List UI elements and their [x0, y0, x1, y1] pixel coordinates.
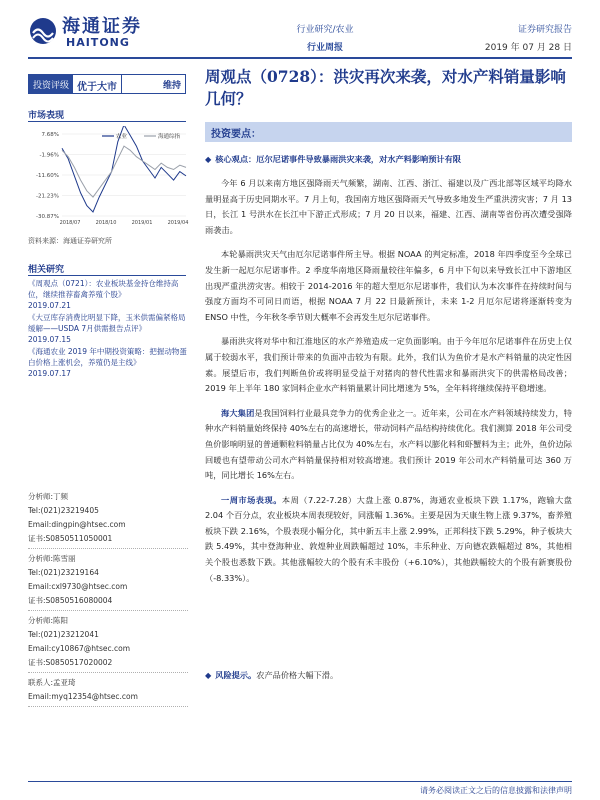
analyst-email[interactable]: Email:dingpin@htsec.com — [28, 520, 126, 529]
analyst-cert: 证书:S0850516080004 — [28, 596, 113, 605]
rating-label: 投资评级 — [29, 75, 73, 93]
haitong-emblem-icon — [28, 16, 58, 46]
key-points-header: 投资要点： — [205, 122, 572, 142]
analyst-email[interactable]: Email:cxl9730@htsec.com — [28, 582, 128, 591]
body-text — [205, 176, 572, 595]
core-view-bullet — [205, 152, 572, 166]
bullet-diamond-icon: ◆ — [205, 670, 212, 680]
footer-divider — [28, 781, 572, 782]
weekly-market-text: 本周（7.22-7.28）大盘上涨 0.87%，海通农业板块下跌 1.17%，跑输大盘 2.04 个百分点，农业板块本周表现较好，同涨幅 1.36%。主要是因为天康生物上涨 9.37%，畜养殖板块下跌 2.16%，个股表现小幅分化，其中新五丰上涨 2.99%，正邦科技下跌 5.29%，种子板块大跌 5.49%，其中登海种业、敦煌种业周跌幅超过 10%，丰乐种业、万向德农跌幅超过 8%，其他相关个股也悉数下跌。其他涨幅较大的个股有禾丰股份（+6.10%），其他跌幅较大的个股有新赛股份（-8.33%）。 — [205, 494, 572, 583]
x-tick-label: 2018/10 — [95, 220, 117, 226]
analyst-tel: Tel:(021)23212041 — [28, 630, 99, 639]
analyst-card — [28, 490, 188, 549]
related-section-rule — [28, 275, 186, 276]
analyst-tel: Tel:(021)23219164 — [28, 568, 99, 577]
paragraph-haida — [205, 406, 572, 484]
risk-label: 风险提示。 — [215, 670, 257, 680]
legend-label: 海通综指 — [158, 134, 181, 140]
market-performance-chart — [28, 126, 190, 230]
weekly-market-lead: 一周市场表现。 — [221, 494, 282, 505]
paragraph-weekly-market — [205, 493, 572, 587]
analyst-tel: Tel:(021)23219405 — [28, 506, 99, 515]
analyst-card — [28, 614, 188, 673]
related-report-item[interactable]: 《大豆库存消费比明显下降，玉米供需偏紧格局缓解——USDA 7月供需报告点评》 2019.07.15 — [28, 313, 186, 344]
contact-email[interactable]: Email:myq12354@htsec.com — [28, 692, 138, 701]
related-reports-list — [28, 278, 188, 380]
analyst-email[interactable]: Email:cy10867@htsec.com — [28, 644, 130, 653]
logo-text-cn: 海通证券 — [62, 16, 142, 37]
analyst-cert: 证书:S0850517020002 — [28, 658, 113, 667]
analyst-cert: 证书:S0850511050001 — [28, 534, 113, 543]
analyst-name: 分析师:陈雪丽 — [28, 554, 76, 563]
analyst-contacts — [28, 490, 188, 710]
contact-card — [28, 676, 188, 707]
y-tick-label: 7.68% — [41, 132, 59, 138]
report-category: 行业研究/农业 — [296, 25, 354, 35]
related-section-title: 相关研究 — [28, 265, 65, 275]
core-view-text: 厄尔尼诺事件导致暴雨洪灾来袭，对水产料影响预计有限 — [256, 154, 461, 164]
paragraph-aquafeed: 暴雨洪灾将对华中和江淮地区的水产养殖造成一定负面影响。由于今年厄尔尼诺事件在历史上仅属于较弱水平，我们预计带来的负面冲击较为有限。此外，我们认为鱼价才是水产料销量的决定性因素。展望后市，我们判断鱼价或将明显受益于对猪肉的替代性需求和暴雨洪灾下的供需格局改善；2019 年上半年 180 家饲料企业水产料销量累计同比增速为 5%，全年料将继续保持平稳增速。 — [205, 336, 572, 394]
haitong-logo — [28, 12, 168, 56]
x-tick-label: 2018/07 — [59, 220, 81, 226]
report-subcategory: 行业周报 — [306, 43, 343, 53]
report-title: 周观点（0728）：洪灾再次来袭，对水产料销量影响几何？ — [205, 67, 566, 108]
report-type: 证券研究报告 — [517, 25, 572, 35]
x-tick-label: 2019/04 — [167, 220, 189, 226]
haida-text: 是我国饲料行业最具竞争力的优秀企业之一。近年来，公司在水产料领域持续发力，特种水产料销量始终保持 40%左右的高速增长，带动饲料产品结构持续优化。我们测算 2018 年公司受鱼价影响明显的普通颗粒料销量占比仅为 40%左右，水产料以膨化料和虾蟹料为主；此外，鱼价边际回暖也有望带动公司水产料销量保持相对较高增速。我们预计 2019 年公司水产料销量可达 360 万吨，同比增长 16%左右。 — [205, 407, 572, 481]
related-report-item[interactable]: 《周观点（0721）：农业板块基金持仓维持高位，继续推荐畜禽养殖个股》 2019.07.21 — [28, 279, 179, 310]
analyst-card — [28, 552, 188, 611]
risk-text: 农产品价格大幅下滑。 — [256, 670, 339, 680]
contact-name: 联系人:孟亚琦 — [28, 678, 76, 687]
rating-status: 维持 — [162, 81, 181, 91]
haida-lead: 海大集团 — [221, 407, 255, 418]
report-date: 2019 年 07 月 28 日 — [484, 43, 572, 53]
analyst-name: 分析师:丁频 — [28, 492, 69, 501]
bullet-diamond-icon: ◆ — [205, 154, 212, 164]
y-tick-label: -30.87% — [36, 214, 59, 220]
y-tick-label: -11.60% — [36, 173, 59, 179]
risk-bullet — [205, 668, 572, 682]
y-tick-label: -21.23% — [36, 193, 59, 200]
chart-source: 资料来源：海通证券研究所 — [28, 237, 112, 245]
legend-label: 农业 — [116, 134, 128, 140]
series-line-1 — [62, 146, 186, 197]
header-divider — [28, 57, 572, 59]
paragraph-el-nino: 本轮暴雨洪灾天气由厄尔尼诺事件所主导。根据 NOAA 的判定标准，2018 年四季度至今全球已发生新一起厄尔尼诺事件。2 季度华南地区降雨量较往年偏多，6 月中下旬以来导致长江中下游地区出现严重洪涝灾害。相较于 2014-2016 年的超大型厄尔尼诺事件，我们认为本次事件在持续时间与强度方面均不可同日而语，根据 NOAA 7 月 22 日最新预计，未来 1-2 月厄尔尼诺将逐渐转变为 ENSO 中性，今年秋冬季节则大概率不会再发生厄尔尼诺事件。 — [205, 249, 572, 322]
legal-disclaimer: 请务必阅读正文之后的信息披露和法律声明 — [420, 786, 572, 795]
x-tick-label: 2019/01 — [131, 220, 153, 226]
market-section-title: 市场表现 — [28, 111, 65, 121]
market-section-rule — [28, 121, 186, 122]
core-view-label: 核心观点： — [215, 154, 257, 164]
rating-value: 优于大市 — [73, 75, 122, 93]
investment-rating — [28, 74, 186, 94]
related-report-item[interactable]: 《海通农业 2019 年中期投资策略：把握动物蛋白价格上涨机会，养殖仍是主线》 2019.07.17 — [28, 347, 187, 378]
report-header — [0, 0, 600, 60]
logo-text-en: HAITONG — [66, 36, 130, 49]
y-tick-label: -1.96% — [39, 152, 59, 159]
paragraph-flood: 今年 6 月以来南方地区强降雨天气频繁，湖南、江西、浙江、福建以及广西北部等区域平均降水量明显高于历史同期水平。7 月上旬，我国南方地区强降雨天气导致多地发生严重洪涝灾害；7 月 13 日，长江 1 号洪水在长江中下游正式形成；7 月 20 日以来，福建、江西、湖南等省份再次遭受强降雨袭击。 — [205, 178, 572, 235]
analyst-name: 分析师:陈阳 — [28, 616, 69, 625]
